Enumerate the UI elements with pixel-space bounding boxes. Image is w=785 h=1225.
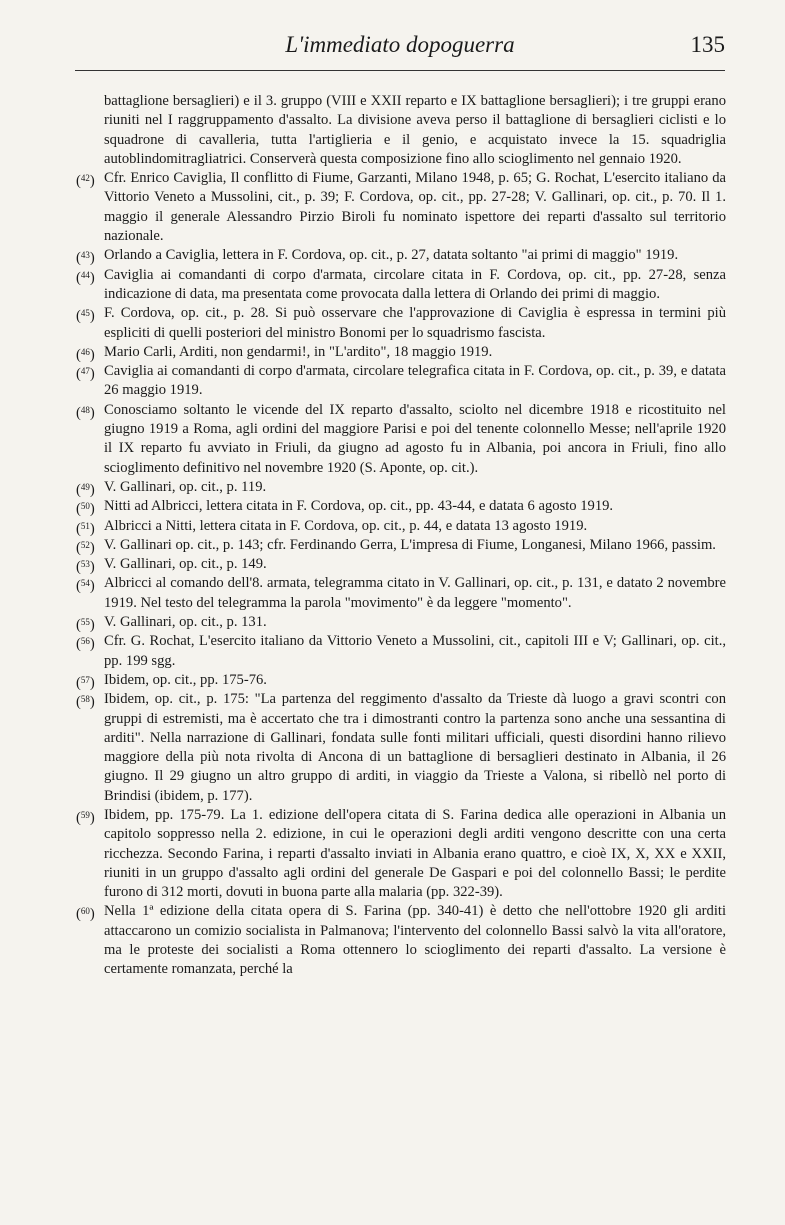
footnote-text: V. Gallinari, op. cit., p. 131. (104, 614, 267, 631)
footnote-text: Conosciamo soltanto le vicende del IX reparto d'assalto, sciolto nel dicembre 1918 e ricostituito nel giugno 1919 a Roma, agli ordini del maggiore Parisi e poi del tenente colonnello Messe; nell'aprile 1920 il IX reparto fu avviato in Friuli, da giugno ad agosto fu in Albania, poi ancora in Friuli, fino allo scioglimento definitivo nel novembre 1920 (S. Aponte, op. cit.). (104, 401, 726, 476)
footnote-text: Albricci al comando dell'8. armata, telegramma citato in V. Gallinari, op. cit., p. 131, e datato 2 novembre 1919. Nel testo del telegramma la parola "movimento" è da leggere "momento". (104, 575, 726, 611)
footnote (76, 671, 726, 691)
footnote (76, 613, 726, 634)
footnote (76, 343, 726, 363)
footnote-text: V. Gallinari, op. cit., p. 149. (104, 556, 267, 573)
footnote-text: V. Gallinari, op. cit., p. 119. (104, 478, 267, 495)
footnote-text: Ibidem, pp. 175-79. La 1. edizione dell'opera citata di S. Farina dedica alle operazioni in Albania un capitolo soppresso nella 2. edizione, in cui le operazioni degli arditi vengono descritte con una certa ricchezza. Secondo Farina, i reparti d'assalto inviati in Albania erano quattro, e cioè IX, X, XX e XXII, riuniti in un gruppo d'assalto agli ordini del generale De Gaspari e poi del colonnello Bassi; le perdite furono di 312 morti, dovuti in buona parte alla malaria (pp. 322-39). (104, 806, 726, 901)
footnote-number: ($^{42}$) (76, 173, 95, 190)
footnote-number: ($^{59}$) (76, 809, 95, 826)
page-body (76, 92, 726, 980)
footnote-text: Ibidem, op. cit., p. 175: "La partenza del reggimento d'assalto da Trieste dà luogo a gravi scontri con gruppi di estremisti, ma è accertato che tra i dimostranti contro la partenza sono anche una sessantina di arditi". Nella narrazione di Gallinari, fondata sulle fonti militari ufficiali, questi disordini hanno rilievo maggiore della più nota rivolta di Ancona di un battaglione di bersaglieri destinato in Albania, il 26 giugno. Il 29 giugno un altro gruppo di arditi, in viaggio da Trieste a Valona, si ribellò nel porto di Brindisi (ibidem, p. 177). (104, 691, 726, 804)
footnote-number: ($^{55}$) (76, 617, 95, 634)
footnote (76, 806, 726, 902)
footnote-text: F. Cordova, op. cit., p. 28. Si può osservare che l'approvazione di Caviglia è espressa in termini più espliciti di quelli posteriori del ministro Bonomi per lo squadrismo fascista. (104, 305, 726, 341)
page-number: 135 (690, 32, 725, 57)
footnote-number: ($^{56}$) (76, 636, 95, 653)
footnote-number: ($^{49}$) (76, 481, 95, 498)
footnote (76, 690, 726, 806)
footnote (76, 632, 726, 671)
footnote (76, 362, 726, 401)
footnote-text: Mario Carli, Arditi, non gendarmi!, in "L'ardito", 18 maggio 1919. (104, 343, 493, 360)
footnote-number: ($^{52}$) (76, 539, 95, 556)
page-header (75, 30, 725, 71)
footnote-number: ($^{47}$) (76, 366, 95, 383)
footnote-text: V. Gallinari op. cit., p. 143; cfr. Ferdinando Gerra, L'impresa di Fiume, Longanesi, Milano 1966, passim. (104, 536, 716, 553)
footnote (76, 536, 726, 556)
footnote (76, 304, 726, 343)
footnote (76, 401, 726, 478)
footnote (76, 246, 726, 267)
footnote-number: ($^{44}$) (76, 269, 95, 286)
footnote-text: Orlando a Caviglia, lettera in F. Cordova, op. cit., p. 27, datata soltanto "ai primi di maggio" 1919. (104, 247, 679, 264)
footnote-text: Caviglia ai comandanti di corpo d'armata, circolare citata in F. Cordova, op. cit., pp. 27-28, senza indicazione di data, ma presentata come provocata dalla lettera di Orlando dei primi di maggio. (104, 266, 726, 302)
footnote-number: ($^{48}$) (76, 404, 95, 421)
footnote-text: Nitti ad Albricci, lettera citata in F. Cordova, op. cit., pp. 43-44, e datata 6 agosto 1919. (104, 498, 614, 515)
footnote (76, 478, 726, 498)
footnote-number: ($^{43}$) (76, 250, 95, 267)
footnote-text: Caviglia ai comandanti di corpo d'armata, circolare telegrafica citata in F. Cordova, op. cit., p. 39, e datata 26 maggio 1919. (104, 363, 726, 399)
footnote-number: ($^{57}$) (76, 674, 95, 691)
footnote-number: ($^{50}$) (76, 501, 95, 518)
footnote-text: Ibidem, op. cit., pp. 175-76. (104, 671, 267, 688)
footnote (76, 266, 726, 305)
footnote-number: ($^{60}$) (76, 906, 95, 923)
footnote (76, 555, 726, 576)
footnote (76, 902, 726, 979)
footnote (76, 574, 726, 613)
footnote-text: Nella 1ª edizione della citata opera di S. Farina (pp. 340-41) è detto che nell'ottobre 1920 gli arditi attaccarono un comizio socialista in Palmanova; l'intervento del colonnello Bassi salvò la vita all'oratore, ma le proteste dei socialisti a Roma ottennero lo scioglimento dei reparti d'assalto. La versione è certamente romanzata, perché la (104, 903, 726, 978)
footnote-number: ($^{58}$) (76, 694, 95, 711)
footnote-number: ($^{51}$) (76, 520, 95, 537)
footnote-text: Albricci a Nitti, lettera citata in F. Cordova, op. cit., p. 44, e datata 13 agosto 1919. (104, 517, 588, 534)
running-title: L'immediato dopoguerra (285, 32, 515, 57)
footnote-number: ($^{53}$) (76, 559, 95, 576)
footnote (76, 497, 726, 518)
footnote-number: ($^{54}$) (76, 578, 95, 595)
footnotes-list (76, 169, 726, 979)
footnote-text: Cfr. Enrico Caviglia, Il conflitto di Fiume, Garzanti, Milano 1948, p. 65; G. Rochat, L'esercito italiano da Vittorio Veneto a Mussolini, cit., p. 39; F. Cordova, op. cit., pp. 27-28; V. Gallinari, op. cit., p. 70. Il 1. maggio il generale Alessandro Pirzio Biroli fu nominato ispettore dei reparti d'assalto sul territorio nazionale. (104, 170, 726, 245)
footnote (76, 517, 726, 537)
footnote-text: Cfr. G. Rochat, L'esercito italiano da Vittorio Veneto a Mussolini, cit., capitoli III e V; Gallinari, op. cit., pp. 199 sgg. (104, 633, 726, 669)
footnote (76, 169, 726, 246)
intro-paragraph: battaglione bersaglieri) e il 3. gruppo (VIII e XXII reparto e IX battaglione bersaglieri); i tre gruppi erano riuniti nel I raggruppamento d'assalto. La divisione aveva perso il battaglione di bersaglieri ciclisti e lo squadrone di cavalleria, tutta l'artiglieria e il genio, e acquistato invece la 15. squadriglia autoblindomitragliatrici. Conserverà questa composizione fino allo scioglimento nel gennaio 1920. (104, 93, 726, 167)
footnote-number: ($^{46}$) (76, 346, 95, 363)
footnote-number: ($^{45}$) (76, 308, 95, 325)
